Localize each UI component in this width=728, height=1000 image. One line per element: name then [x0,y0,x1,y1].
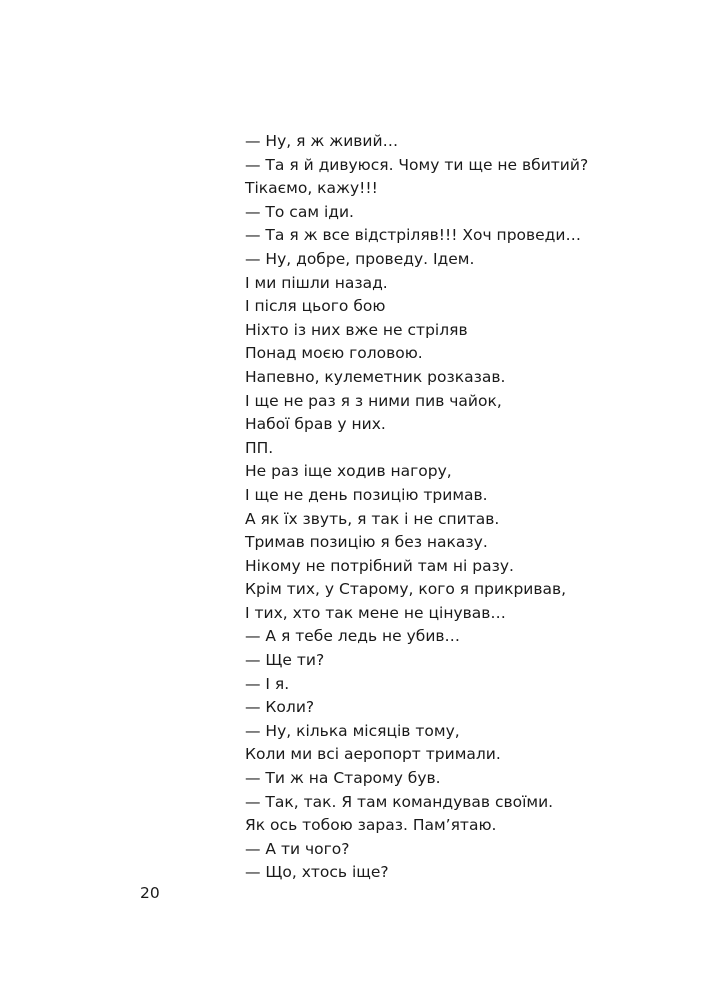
poem-line: — Ти ж на Старому був. [245,769,441,788]
poem-line: Крім тих, у Старому, кого я прикривав, [245,580,567,599]
poem-line: Напевно, кулеметник розказав. [245,367,506,386]
poem-line: — Що, хтось іще? [245,863,389,882]
poem-line: — То сам іди. [245,202,354,221]
page-number: 20 [140,884,160,902]
poem-line: Коли ми всі аеропорт тримали. [245,745,501,764]
poem-line: А як їх звуть, я так і не спитав. [245,509,500,528]
poem-line: — А ти чого? [245,839,350,858]
poem-line: — Ну, добре, проведу. Ідем. [245,249,475,268]
poem-line: — Ну, я ж живий… [245,132,399,150]
poem-line: І ще не раз я з ними пив чайок, [245,391,502,410]
poem-line: — Ще ти? [245,651,325,670]
poem-line: Набої брав у них. [245,415,386,434]
poem-line: — Так, так. Я там командував своїми. [245,792,554,811]
poem-line: — Та я й дивуюся. Чому ти ще не вбитий? [245,155,589,174]
poem-line: І ми пішли назад. [245,273,388,292]
poem-line: ПП. [245,438,274,457]
poem-line: Не раз іще ходив нагору, [245,462,452,481]
poem-line: Ніхто із них вже не стріляв [245,320,468,339]
poem-line: І ще не день позицію тримав. [245,485,488,504]
poem-line: Тікаємо, кажу!!! [245,179,378,198]
poem-line: Як ось тобою зараз. Пам’ятаю. [245,816,497,835]
poem-text [245,130,705,885]
poem-line: — А я тебе ледь не убив… [245,627,461,646]
poem-line: Понад моєю головою. [245,344,423,363]
poem-line: Тримав позицію я без наказу. [245,533,488,552]
poem-line: І після цього бою [245,297,386,316]
poem-line: — Та я ж все відстріляв!!! Хоч проведи… [245,226,581,245]
poem-line: — Ну, кілька місяців тому, [245,721,460,740]
poem-line: — Коли? [245,698,315,717]
poem-line: І тих, хто так мене не цінував… [245,603,506,622]
poem-line: — І я. [245,674,290,693]
poem-line: Нікому не потрібний там ні разу. [245,556,514,575]
